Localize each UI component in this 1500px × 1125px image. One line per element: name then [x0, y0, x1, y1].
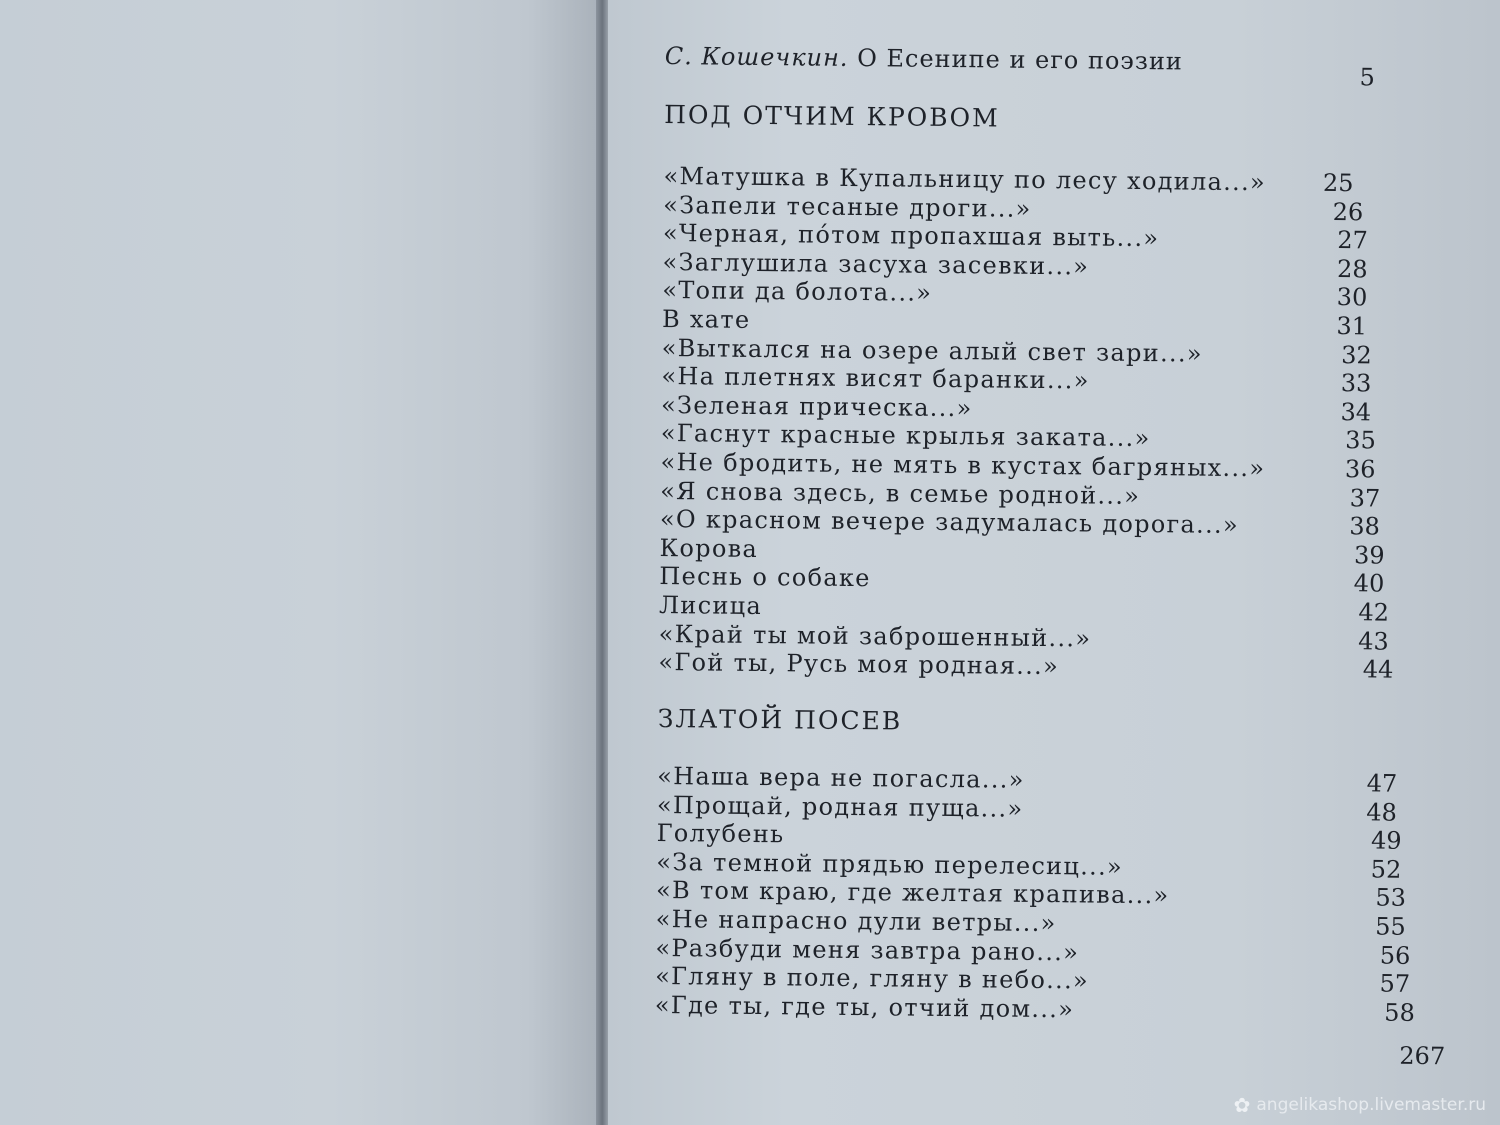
entry-page-number: 30: [1336, 283, 1368, 312]
left-page: [0, 0, 600, 1125]
watermark: [1234, 1093, 1486, 1117]
section-title-1: ПОД ОТЧИМ КРОВОМ: [664, 99, 1000, 133]
entry-title: «Матушка в Купальницу по лесу ходила...»: [663, 161, 1267, 197]
entry-page-number: 48: [1366, 797, 1398, 827]
entry-title: «Черная, по́том пропахшая выть...»: [662, 219, 1160, 253]
entry-title: «Зеленая прическа...»: [660, 390, 973, 422]
entry-title: «В том краю, где желтая крапива...»: [655, 876, 1170, 910]
entry-page-number: 49: [1370, 826, 1402, 855]
preface-title: О Есенипе и его поэзии: [857, 44, 1184, 76]
entry-title: «Не бродить, не мять в кустах багряных...»: [660, 447, 1266, 483]
entry-page-number: 36: [1344, 455, 1376, 484]
entry-page-number: 40: [1353, 569, 1385, 598]
section-1-entries: [658, 162, 1443, 685]
entry-title: «На плетнях висят баранки...»: [661, 362, 1090, 395]
table-of-contents: [654, 36, 1465, 1124]
entry-title: «Запели тесаные дроги...»: [663, 190, 1032, 223]
entry-page-number: 56: [1379, 941, 1411, 970]
preface-entry: [665, 42, 1183, 75]
entry-title: «Заглушила засуха засевки...»: [662, 247, 1090, 281]
entry-page-number: 28: [1336, 254, 1368, 284]
entry-page-number: 55: [1375, 912, 1406, 941]
entry-page-number: 34: [1340, 397, 1372, 427]
entry-page-number: 25: [1322, 168, 1354, 198]
entry-page-number: 58: [1384, 998, 1415, 1027]
entry-page-number: 43: [1358, 626, 1389, 656]
entry-page-number: 57: [1379, 969, 1411, 999]
entry-title: «Топи да болота...»: [662, 276, 933, 308]
entry-title: «Гой ты, Русь моя родная...»: [658, 648, 1060, 681]
entry-title: Лисица: [658, 590, 763, 620]
preface-author: С. Кошечкин.: [664, 41, 849, 72]
entry-title: Песнь о собаке: [659, 562, 871, 593]
page-number: 267: [1399, 1041, 1446, 1071]
entry-page-number: 44: [1362, 655, 1394, 684]
entry-title: «За темной прядью перелесиц...»: [656, 847, 1124, 881]
entry-title: «Прощай, родная пуща...»: [656, 790, 1024, 823]
entry-title: «Выткался на озере алый свет зари...»: [661, 333, 1203, 368]
entry-title: «Край ты мой заброшенный...»: [658, 619, 1092, 652]
entry-page-number: 42: [1358, 598, 1390, 627]
entry-title: В хате: [661, 304, 751, 334]
entry-page-number: 32: [1341, 340, 1372, 369]
watermark-text: angelikashop.livemaster.ru: [1256, 1095, 1486, 1115]
entry-page-number: 35: [1345, 426, 1376, 455]
entry-title: «О красном вечере задумалась дорога...»: [659, 505, 1240, 540]
entry-page-number: 31: [1336, 312, 1368, 341]
entry-page-number: 27: [1337, 226, 1369, 255]
entry-page-number: 33: [1340, 369, 1372, 398]
entry-title: «Гляну в поле, гляну в небо...»: [655, 962, 1090, 995]
entry-page-number: 52: [1370, 855, 1402, 884]
entry-title: «Разбуди меня завтра рано...»: [655, 933, 1080, 966]
section-title-2: ЗЛАТОЙ ПОСЕВ: [657, 703, 903, 736]
flower-icon: ✿: [1233, 1093, 1251, 1117]
entry-title: «Где ты, где ты, отчий дом...»: [654, 990, 1075, 1024]
section-2-entries: [655, 762, 1438, 1027]
entry-title: Корова: [659, 533, 759, 563]
entry-title: «Я снова здесь, в семье родной...»: [660, 476, 1141, 510]
entry-title: «Не напрасно дули ветры...»: [655, 904, 1057, 938]
entry-page-number: 37: [1349, 483, 1381, 513]
entry-title: «Наша вера не погасла...»: [657, 761, 1025, 794]
preface-page: 5: [1359, 63, 1376, 92]
entry-page-number: 39: [1353, 540, 1385, 570]
entry-page-number: 53: [1375, 883, 1407, 913]
entry-title: Голубень: [656, 819, 785, 849]
entry-page-number: 38: [1349, 512, 1381, 541]
entry-page-number: 26: [1332, 197, 1364, 226]
entry-title: «Гаснут красные крылья заката...»: [660, 419, 1151, 453]
entry-page-number: 47: [1366, 769, 1398, 798]
